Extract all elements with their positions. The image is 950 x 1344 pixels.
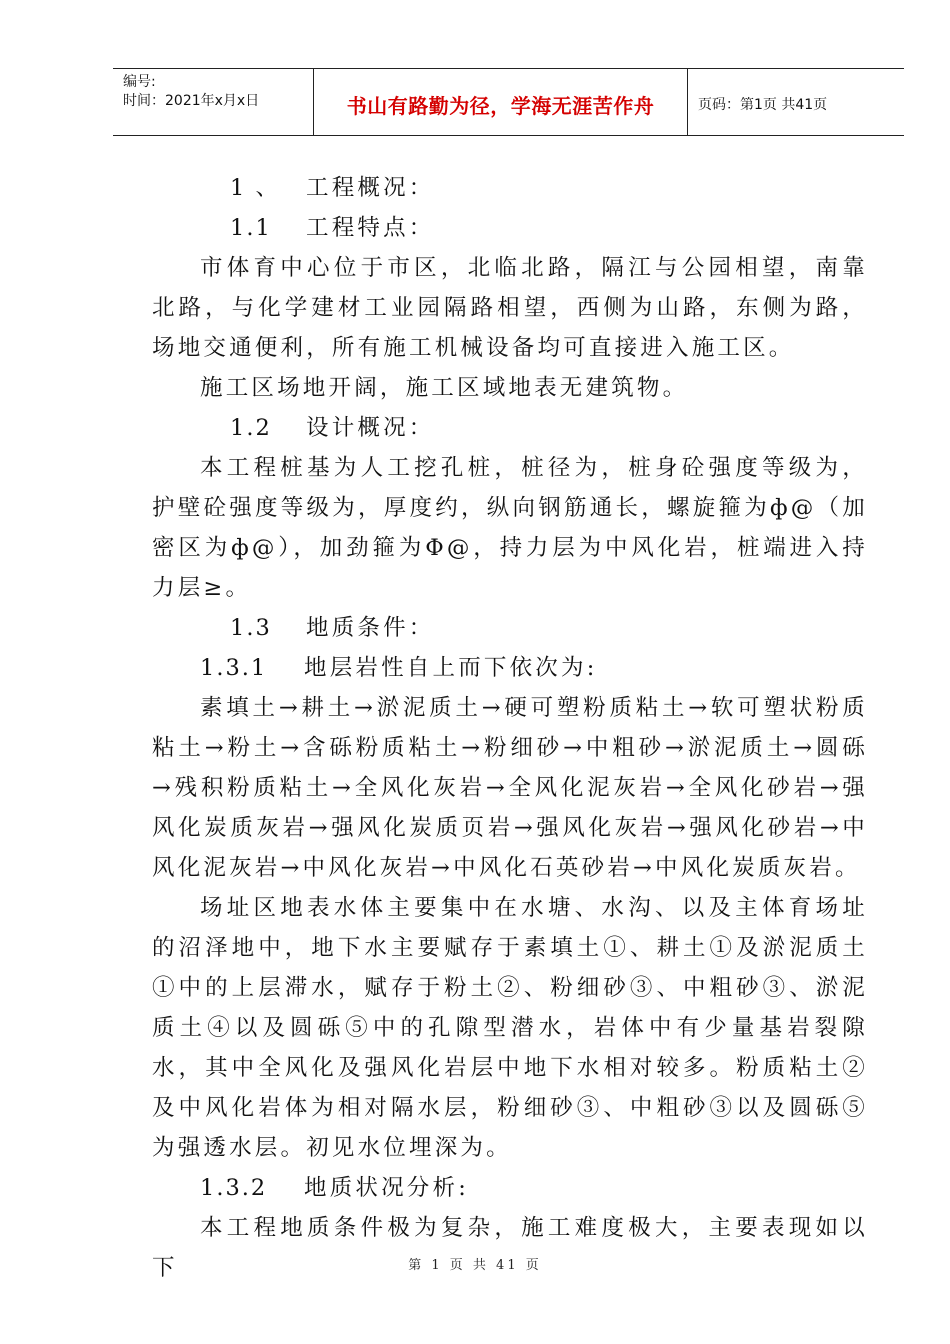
section-title: 地质条件： bbox=[306, 615, 435, 641]
section-heading-1-1 bbox=[152, 208, 868, 248]
section-number: 1.3 bbox=[230, 615, 272, 641]
section-number: 1 、 bbox=[230, 175, 280, 201]
paragraph-analysis: 本工程地质条件极为复杂，施工难度极大，主要表现如以下 bbox=[152, 1215, 868, 1281]
paragraph-site: 施工区场地开阔，施工区域地表无建筑物。 bbox=[200, 375, 689, 401]
paragraph-strata: 素填土→耕土→淤泥质土→硬可塑粉质粘土→软可塑状粉质粘土→粉土→含砾粉质粘土→粉细砂→中粗砂→淤泥质土→圆砾→残积粉质粘土→全风化灰岩→全风化泥灰岩→全风化砂岩→强风化炭质灰岩→强风化炭质页岩→强风化灰岩→强风化砂岩→中风化泥灰岩→中风化灰岩→中风化石英砂岩→中风化炭质灰岩。 bbox=[152, 695, 868, 881]
section-heading-1-3-2 bbox=[152, 1168, 868, 1208]
header-page-label: 页码：第1页 共41页 bbox=[698, 97, 828, 113]
section-number: 1.1 bbox=[230, 215, 272, 241]
section-heading-1-3 bbox=[152, 608, 868, 648]
section-title: 工程概况： bbox=[306, 175, 435, 201]
header-meta bbox=[113, 69, 314, 135]
header-motto: 书山有路勤为径，学海无涯苦作舟 bbox=[346, 93, 655, 118]
section-title: 地质状况分析: bbox=[304, 1175, 469, 1201]
section-title: 地层岩性自上而下依次为: bbox=[304, 655, 598, 681]
section-number: 1.3.2 bbox=[200, 1175, 268, 1201]
section-title: 设计概况： bbox=[306, 415, 435, 441]
section-number: 1.3.1 bbox=[200, 655, 268, 681]
section-heading-1-3-1 bbox=[152, 648, 868, 688]
section-number: 1.2 bbox=[230, 415, 272, 441]
page-header bbox=[113, 68, 904, 136]
code-label: 编号: bbox=[123, 74, 156, 90]
section-heading-1-2 bbox=[152, 408, 868, 448]
header-page-cell bbox=[688, 69, 904, 135]
page-footer: 第 1 页 共 41 页 bbox=[408, 1258, 542, 1273]
header-motto-cell bbox=[314, 69, 688, 135]
section-heading-1 bbox=[152, 168, 868, 208]
date-label: 时间：2021年x月x日 bbox=[123, 93, 260, 109]
paragraph-design: 本工程桩基为人工挖孔桩，桩径为，桩身砼强度等级为，护壁砼强度等级为，厚度约，纵向钢筋通长，螺旋箍为ф@（加密区为ф@），加劲箍为Φ@，持力层为中风化岩，桩端进入持力层≥。 bbox=[152, 455, 868, 601]
paragraph-groundwater: 场址区地表水体主要集中在水塘、水沟、以及主体育场址的沼泽地中，地下水主要赋存于素填土①、耕土①及淤泥质土①中的上层滞水，赋存于粉土②、粉细砂③、中粗砂③、淤泥质土④以及圆砾⑤中的孔隙型潜水，岩体中有少量基岩裂隙水，其中全风化及强风化岩层中地下水相对较多。粉质粘土②及中风化岩体为相对隔水层，粉细砂③、中粗砂③以及圆砾⑤为强透水层。初见水位埋深为。 bbox=[152, 895, 868, 1161]
section-title: 工程特点： bbox=[306, 215, 435, 241]
document-body bbox=[152, 168, 868, 1288]
paragraph-location: 市体育中心位于市区，北临北路，隔江与公园相望，南靠北路，与化学建材工业园隔路相望，西侧为山路，东侧为路，场地交通便利，所有施工机械设备均可直接进入施工区。 bbox=[152, 255, 868, 361]
